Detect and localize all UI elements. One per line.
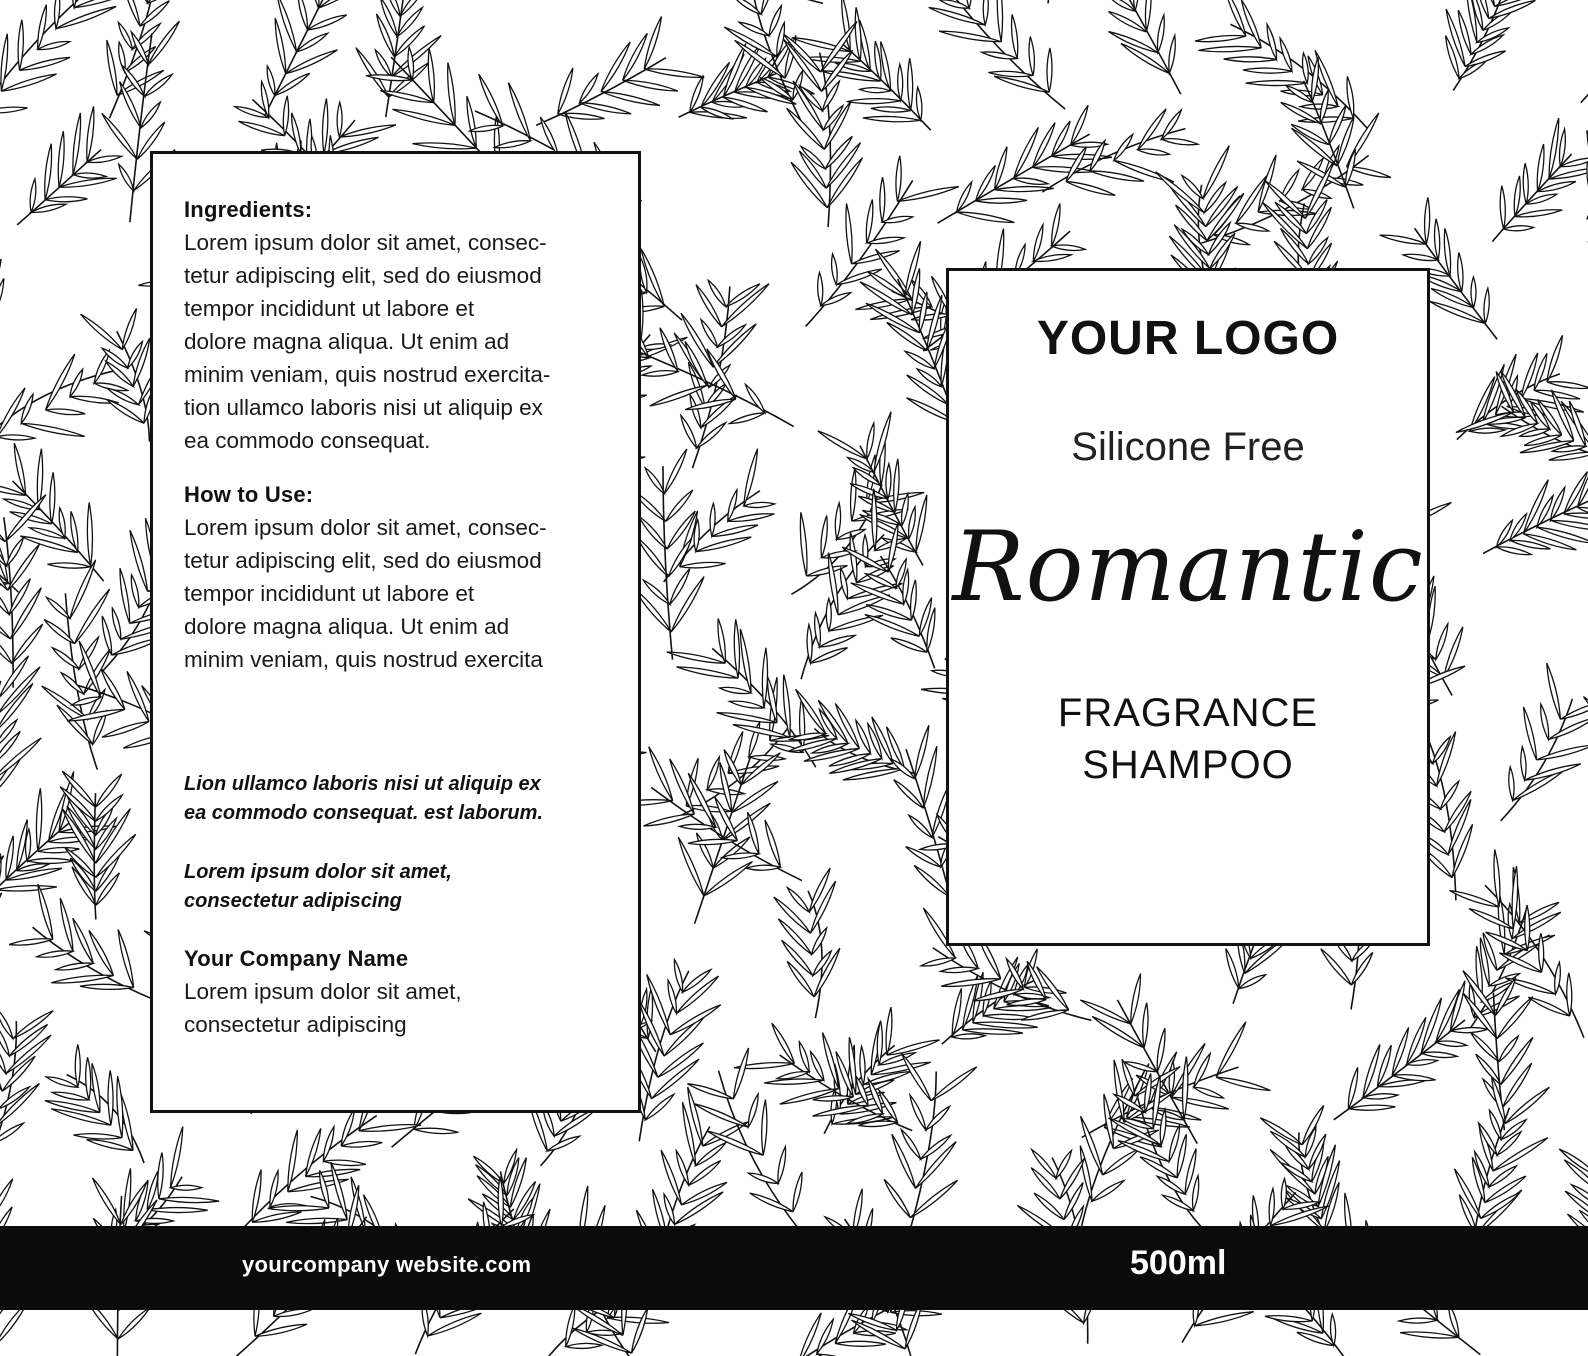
leaf-branch — [1334, 981, 1488, 1120]
leaf-branch — [9, 884, 154, 999]
leaf-branch — [1581, 0, 1588, 103]
leaf-branch — [632, 449, 704, 660]
leaf-branch — [1260, 1105, 1339, 1243]
leaf-branch — [1042, 109, 1198, 196]
leaf-branch — [1492, 118, 1588, 241]
leaf-branch — [0, 646, 41, 812]
company-name-heading: Your Company Name — [184, 946, 409, 971]
leaf-branch — [818, 412, 927, 566]
product-volume: 500ml — [1130, 1244, 1227, 1282]
leaf-branch — [1501, 663, 1588, 821]
leaf-branch — [1075, 0, 1181, 94]
product-type-line2: SHAMPOO — [1082, 743, 1294, 787]
leaf-branch — [1033, 0, 1116, 3]
leaf-branch — [774, 868, 840, 1018]
back-label-panel — [150, 151, 641, 1113]
leaf-branch — [42, 560, 110, 770]
footer-bar — [0, 1226, 1588, 1310]
product-name: Romantic — [952, 511, 1424, 623]
leaf-branch — [107, 0, 173, 118]
note-adipiscing: Lorem ipsum dolor sit amet, consectetur adipiscing — [184, 861, 452, 912]
leaf-branch — [264, 0, 375, 117]
ingredients-heading: Ingredients: — [184, 197, 313, 222]
leaf-branch — [1446, 0, 1559, 90]
leaf-branch — [884, 1053, 977, 1246]
product-subtitle: Silicone Free — [1071, 425, 1305, 469]
leaf-branch — [536, 16, 704, 125]
leaf-branch — [0, 161, 4, 333]
front-label-panel — [946, 268, 1430, 946]
leaf-branch — [45, 1044, 144, 1162]
leaf-branch — [17, 106, 122, 224]
leaf-branch — [680, 0, 823, 3]
leaf-branch — [627, 960, 721, 1142]
leaf-branch — [806, 156, 959, 327]
leaf-branch — [0, 1008, 53, 1161]
leaf-branch — [938, 105, 1112, 223]
logo-placeholder: YOUR LOGO — [1036, 312, 1340, 365]
leaf-branch — [0, 495, 46, 688]
leaf-branch — [784, 21, 863, 227]
leaf-branch — [1450, 850, 1584, 1038]
company-text: Lorem ipsum dolor sit amet, consectetur adipiscing — [184, 979, 462, 1037]
how-to-use-heading: How to Use: — [184, 482, 314, 507]
note-laborum: Lion ullamco laboris nisi ut aliquip ex ea commodo consequat. est laborum. — [184, 773, 543, 824]
company-website: yourcompany website.com — [242, 1252, 532, 1277]
ingredients-text: Lorem ipsum dolor sit amet, consec- tetur adipiscing elit, sed do eiusmod tempor incididunt ut labore et dolore magna aliqua. Ut enim ad minim veniam, quis nostrud exercita- tion ullamco laboris nisi ut aliquip ex ea commodo consequat. — [184, 230, 551, 453]
how-to-use-text: Lorem ipsum dolor sit amet, consec- tetur adipiscing elit, sed do eiusmod tempor incididunt ut labore et dolore magna aliqua. Ut enim ad minim veniam, quis nostrud exercita — [184, 515, 547, 672]
leaf-branch — [667, 619, 816, 768]
product-type-line1: FRAGRANCE — [1057, 691, 1319, 735]
leaf-branch — [0, 443, 104, 581]
leaf-branch — [1455, 1077, 1550, 1250]
leaf-branch — [914, 0, 1066, 109]
leaf-branch — [1583, 676, 1588, 823]
leaf-branch — [0, 772, 116, 900]
leaf-branch — [1483, 452, 1588, 554]
